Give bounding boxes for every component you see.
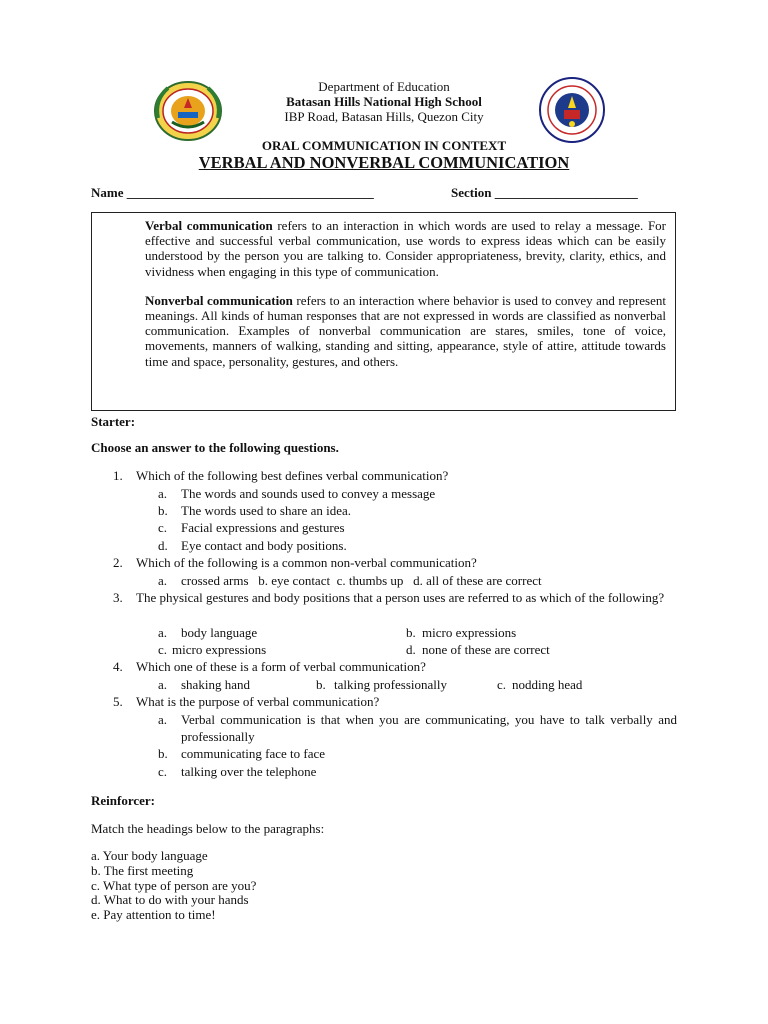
school-address: IBP Road, Batasan Hills, Quezon City bbox=[284, 109, 484, 124]
section-field[interactable]: Section ______________________ bbox=[451, 185, 638, 200]
question-number: 1. bbox=[113, 468, 123, 483]
option-letter: c. bbox=[158, 642, 168, 657]
school-name: Batasan Hills National High School bbox=[286, 94, 482, 109]
option-text: The words and sounds used to convey a message bbox=[181, 486, 436, 501]
option-text: talking over the telephone bbox=[181, 764, 317, 779]
option-letter: a. bbox=[158, 486, 168, 501]
option-text: body language bbox=[181, 625, 258, 640]
verbal-definition bbox=[145, 218, 666, 279]
option-letter: c. bbox=[497, 677, 507, 692]
option-letter: b. bbox=[158, 746, 168, 761]
option-letter: c. bbox=[158, 520, 168, 535]
verbal-text: refers to an interaction in which words are used to relay a message. For effective and successful verbal communication, use words to express ideas which can be easily understood by the person you are talking to. Consider appropriateness, brevity, clarity, ethics, and vividness when engaging in this type of communication. bbox=[145, 218, 666, 279]
option-text: shaking hand bbox=[181, 677, 250, 692]
option-letter: a. bbox=[158, 712, 168, 727]
question-text: Which of the following is a common non-verbal communication? bbox=[136, 555, 477, 570]
option-letter: d. bbox=[158, 538, 168, 553]
option-letter: a. bbox=[158, 625, 168, 640]
nonverbal-text: refers to an interaction where behavior is used to convey and represent meanings. All kinds of human responses that are not expressed in words are classified as nonverbal communication. Examples of nonverbal communication are stares, smiles, tone of voice, movements, manners of walking, standing and sitting, appearance, style of attire, attitude towards time and space, personality, gestures, and others. bbox=[145, 292, 666, 369]
option-text: micro expressions bbox=[422, 625, 517, 640]
school-info bbox=[0, 79, 768, 124]
option-text: Eye contact and body positions. bbox=[181, 538, 347, 553]
name-section-row bbox=[91, 185, 681, 201]
option-text: nodding head bbox=[512, 677, 583, 692]
question-text: Which of the following best defines verbal communication? bbox=[136, 468, 449, 483]
option-text: none of these are correct bbox=[422, 642, 550, 657]
option-letter: a. bbox=[158, 573, 168, 588]
page-title: VERBAL AND NONVERBAL COMMUNICATION bbox=[198, 153, 570, 172]
option-text: Facial expressions and gestures bbox=[181, 520, 345, 535]
question-number: 4. bbox=[113, 659, 123, 674]
option-letter: b. bbox=[406, 625, 416, 640]
option-text: crossed arms b. eye contact c. thumbs up d. all of these are correct bbox=[181, 573, 542, 588]
reinforcer-label: Reinforcer: bbox=[91, 793, 156, 808]
nonverbal-definition bbox=[145, 293, 666, 369]
option-letter: b. bbox=[158, 503, 168, 518]
question-text: Which one of these is a form of verbal communication? bbox=[136, 659, 426, 674]
nonverbal-term: Nonverbal communication bbox=[145, 292, 293, 308]
option-letter: a. bbox=[158, 677, 168, 692]
verbal-term: Verbal communication bbox=[145, 218, 273, 233]
name-field[interactable]: Name ______________________________________ bbox=[91, 185, 374, 200]
option-text: micro expressions bbox=[172, 642, 267, 657]
list-item: d. What to do with your hands bbox=[91, 892, 249, 908]
question-number: 2. bbox=[113, 555, 123, 570]
list-item: c. What type of person are you? bbox=[91, 877, 257, 893]
question-number: 3. bbox=[113, 590, 123, 605]
option-letter: c. bbox=[158, 764, 168, 779]
question-number: 5. bbox=[113, 694, 123, 709]
option-text: Verbal communication is that when you are communicating, you have to talk verbally and professionally bbox=[181, 712, 677, 744]
list-item: b. The first meeting bbox=[91, 862, 194, 878]
list-item: e. Pay attention to time! bbox=[91, 907, 216, 923]
answer-option[interactable] bbox=[158, 711, 678, 745]
list-item: a. Your body language bbox=[91, 848, 208, 863]
question-text: What is the purpose of verbal communication? bbox=[136, 694, 380, 709]
subject-title: ORAL COMMUNICATION IN CONTEXT bbox=[261, 138, 507, 153]
headings-list bbox=[91, 849, 256, 923]
option-letter: b. bbox=[316, 677, 326, 692]
option-text: talking professionally bbox=[334, 677, 448, 692]
question-text: The physical gestures and body positions that a person uses are referred to as which of the following? bbox=[136, 590, 665, 605]
option-text: The words used to share an idea. bbox=[181, 503, 352, 518]
definitions-box bbox=[91, 212, 676, 411]
option-letter: d. bbox=[406, 642, 416, 657]
option-text: communicating face to face bbox=[181, 746, 326, 761]
department-name: Department of Education bbox=[318, 79, 450, 94]
match-instruction: Match the headings below to the paragraphs: bbox=[91, 821, 325, 836]
instruction-text: Choose an answer to the following questions. bbox=[91, 440, 339, 455]
starter-label: Starter: bbox=[91, 414, 136, 429]
